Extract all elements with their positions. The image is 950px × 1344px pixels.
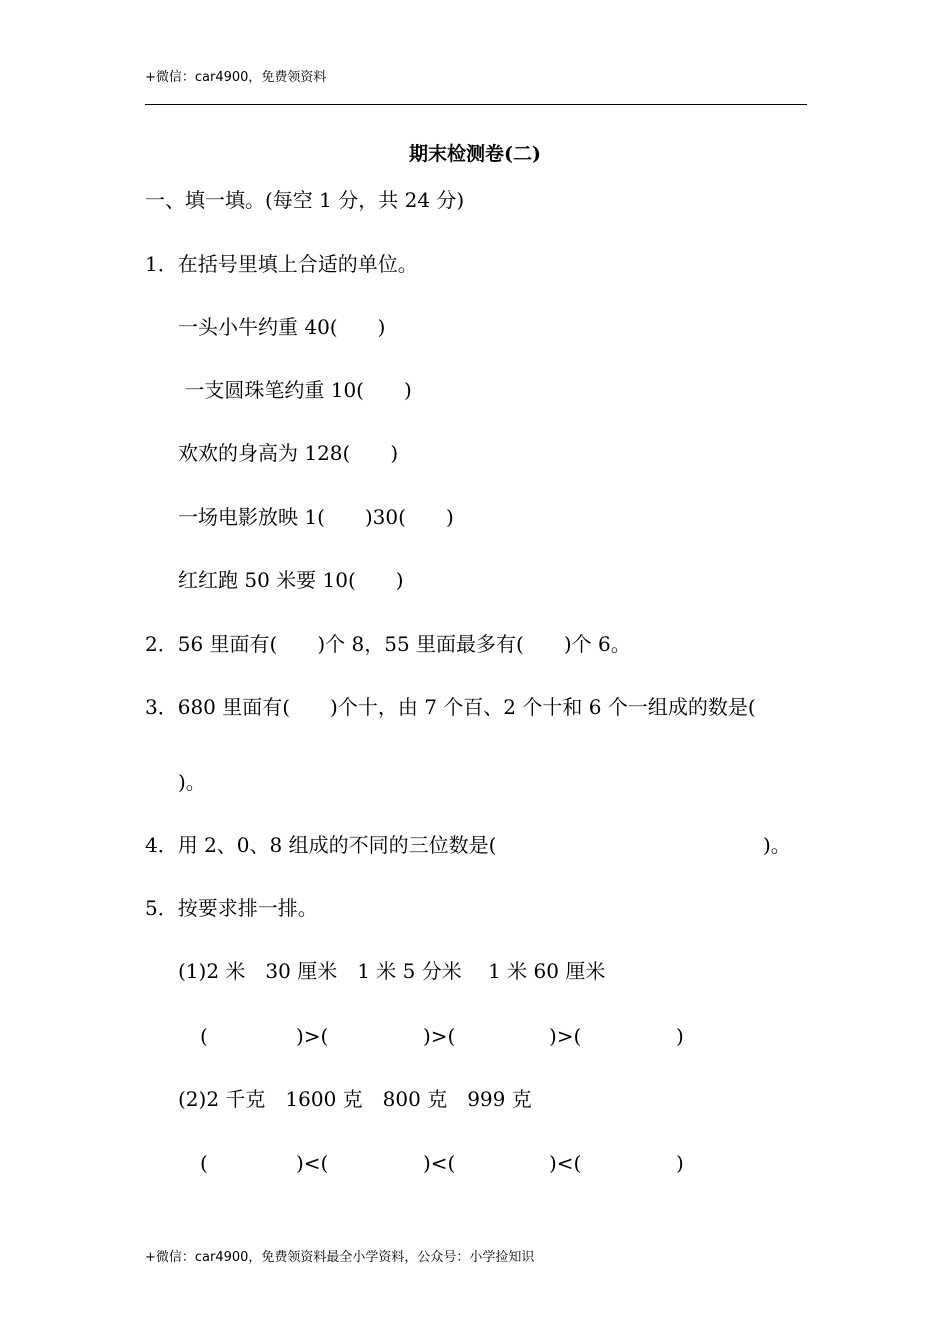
question-4-end: )。 xyxy=(763,833,791,857)
question-1-item: 红红跑 50 米要 10( ) xyxy=(178,568,404,592)
answer-blank: )>( xyxy=(296,1024,329,1048)
question-1-item: 一支圆珠笔约重 10( ) xyxy=(178,378,412,402)
header-note: +微信：car4900，免费领资料 xyxy=(145,70,327,85)
section-heading: 一、填一填。(每空 1 分，共 24 分) xyxy=(145,188,465,212)
question-1-item: 一场电影放映 1( )30( ) xyxy=(178,505,454,529)
question-1-item: 欢欢的身高为 128( ) xyxy=(178,441,399,465)
answer-blank: ( xyxy=(200,1151,208,1175)
answer-blank: ) xyxy=(676,1024,684,1048)
page-title: 期末检测卷(二) xyxy=(409,143,541,165)
question-5-part-2-items: (2)2 千克 1600 克 800 克 999 克 xyxy=(178,1087,532,1111)
answer-blank: ) xyxy=(676,1151,684,1175)
question-1-item: 一头小牛约重 40( ) xyxy=(178,315,386,339)
answer-blank: )<( xyxy=(423,1151,456,1175)
answer-blank: )<( xyxy=(549,1151,582,1175)
answer-blank: ( xyxy=(200,1024,208,1048)
question-3-continuation: )。 xyxy=(178,770,206,794)
footer-note: +微信：car4900，免费领资料最全小学资料，公众号：小学捡知识 xyxy=(145,1250,535,1265)
answer-blank: )>( xyxy=(549,1024,582,1048)
answer-blank: )<( xyxy=(296,1151,329,1175)
question-3: 3．680 里面有( )个十，由 7 个百、2 个十和 6 个一组成的数是( xyxy=(145,695,756,719)
question-5-part-1-items: (1)2 米 30 厘米 1 米 5 分米 1 米 60 厘米 xyxy=(178,959,606,983)
question-1-prompt: 1．在括号里填上合适的单位。 xyxy=(145,252,418,276)
question-2: 2．56 里面有( )个 8，55 里面最多有( )个 6。 xyxy=(145,632,631,656)
question-4: 4．用 2、0、8 组成的不同的三位数是( xyxy=(145,833,497,857)
header-divider xyxy=(145,104,807,105)
question-5-prompt: 5．按要求排一排。 xyxy=(145,896,318,920)
answer-blank: )>( xyxy=(423,1024,456,1048)
